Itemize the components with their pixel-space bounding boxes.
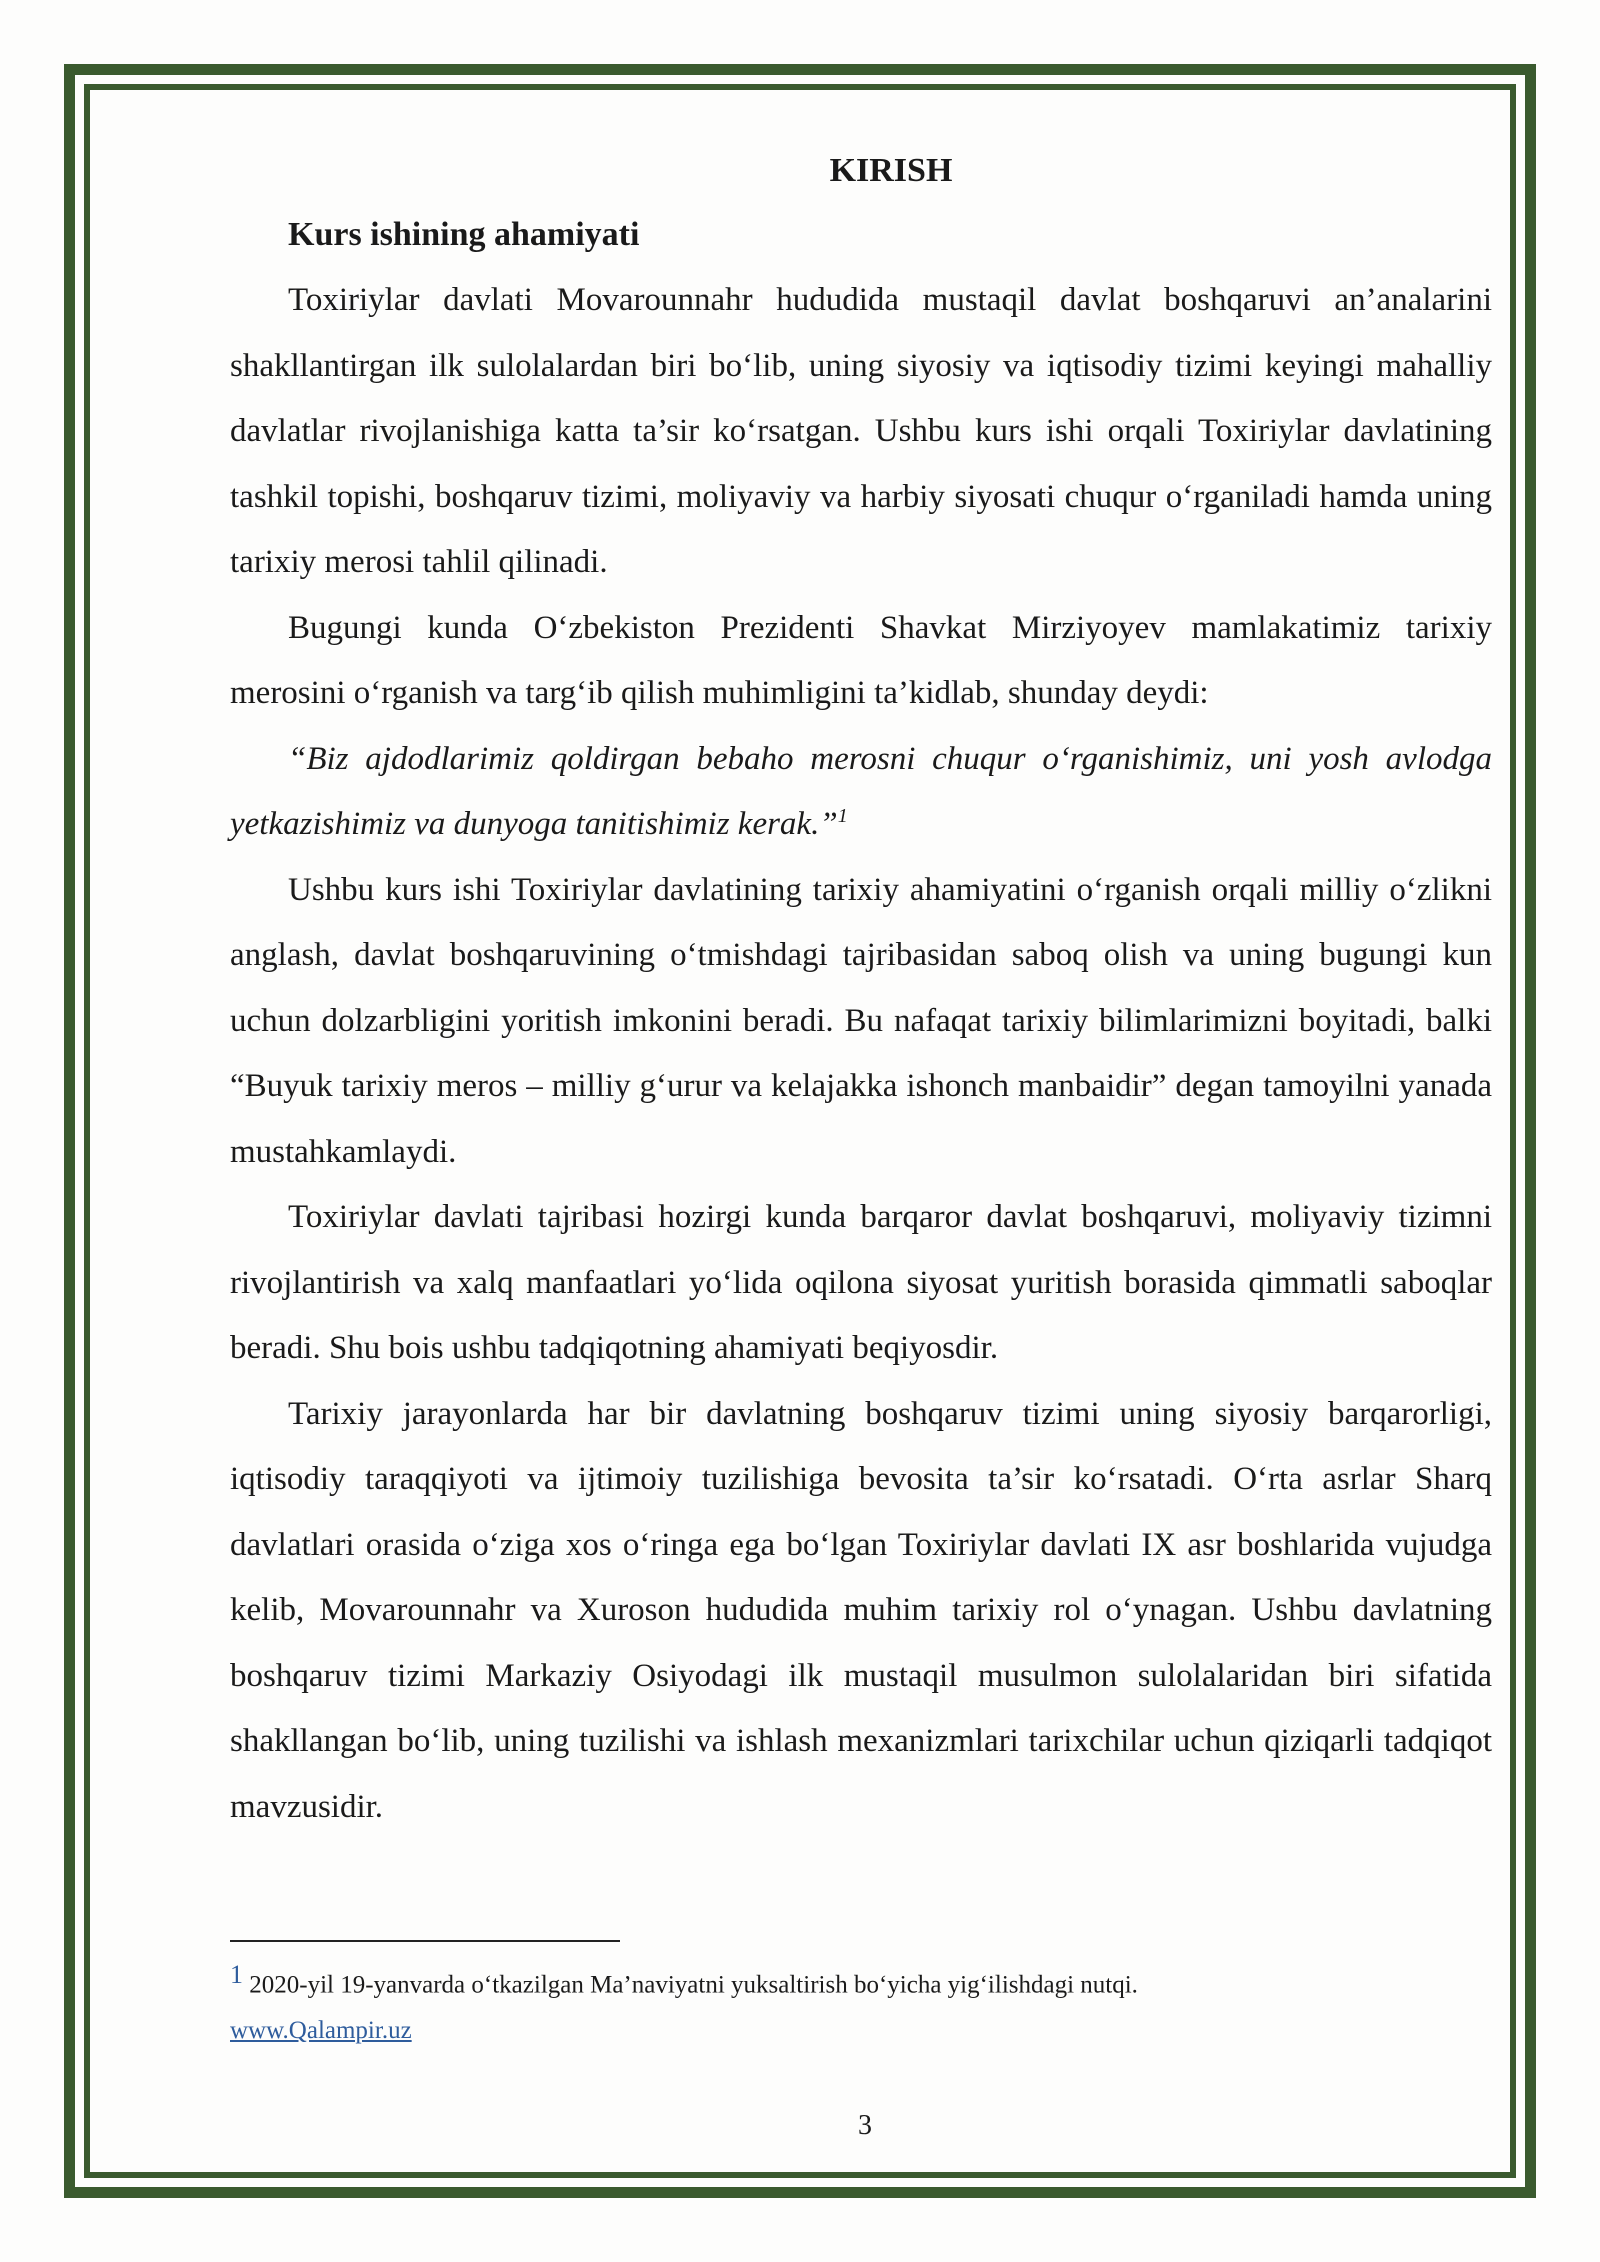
page-number: 3 <box>858 2110 872 2141</box>
paragraph: Toxiriylar davlati Movarounnahr hududida mustaqil davlat boshqaruvi an’analarini shakllantirgan ilk sulolalardan biri bo‘lib, uning siyosiy va iqtisodiy tizimi keyingi mahalliy davlatlar rivojlanishiga katta ta’sir ko‘rsatgan. Ushbu kurs ishi orqali Toxiriylar davlatining tashkil topishi, boshqaruv tizimi, moliyaviy va harbiy siyosati chuqur o‘rganiladi hamda uning tarixiy merosi tahlil qilinadi. <box>230 282 1492 580</box>
footnote-number: 1 <box>230 1960 243 1989</box>
footnote <box>230 1952 1492 2054</box>
quote-text: “Biz ajdodlarimiz qoldirgan bebaho merosni chuqur o‘rganishimiz, uni yosh avlodga yetkazishimiz va dunyoga tanitishimiz kerak.” <box>230 740 1492 842</box>
section-subheading: Kurs ishining ahamiyati <box>288 216 640 253</box>
page-content <box>230 140 1492 1840</box>
footnote-reference[interactable]: 1 <box>837 805 848 827</box>
paragraph: Tarixiy jarayonlarda har bir davlatning boshqaruv tizimi uning siyosiy barqarorligi, iqtisodiy taraqqiyoti va ijtimoiy tuzilishiga bevosita ta’sir ko‘rsatadi. O‘rta asrlar Sharq davlatlari orasida o‘ziga xos o‘ringa ega bo‘lgan Toxiriylar davlati IX asr boshlarida vujudga kelib, Movarounnahr va Xuroson hududida muhim tarixiy rol o‘ynagan. Ushbu davlatning boshqaruv tizimi Markaziy Osiyodagi ilk mustaqil musulmon sulolalaridan biri sifatida shakllangan bo‘lib, uning tuzilishi va ishlash mexanizmlari tarixchilar uchun qiziqarli tadqiqot mavzusidir. <box>230 1395 1492 1825</box>
paragraph: Toxiriylar davlati tajribasi hozirgi kunda barqaror davlat boshqaruvi, moliyaviy tizimni rivojlantirish va xalq manfaatlari yo‘lida oqilona siyosat yuritish borasida qimmatli saboqlar beradi. Shu bois ushbu tadqiqotning ahamiyati beqiyosdir. <box>230 1199 1492 1366</box>
footnote-text: 2020-yil 19-yanvarda o‘tkazilgan Ma’naviyatni yuksaltirish bo‘yicha yig‘ilishdagi nutqi. <box>249 1971 1138 1999</box>
page-heading: KIRISH <box>829 152 953 189</box>
paragraph: Ushbu kurs ishi Toxiriylar davlatining tarixiy ahamiyatini o‘rganish orqali milliy o‘zlikni anglash, davlat boshqaruvining o‘tmishdagi tajribasidan saboq olish va uning bugungi kun uchun dolzarbligini yoritish imkonini beradi. Bu nafaqat tarixiy bilimlarimizni boyitadi, balki “Buyuk tarixiy meros – milliy g‘urur va kelajakka ishonch manbaidir” degan tamoyilni yanada mustahkamlaydi. <box>230 871 1492 1170</box>
quote-paragraph <box>230 727 1492 858</box>
paragraph: Bugungi kunda O‘zbekiston Prezidenti Shavkat Mirziyoyev mamlakatimiz tarixiy merosini o‘rganish va targ‘ib qilish muhimligini ta’kidlab, shunday deydi: <box>230 609 1492 711</box>
footnote-separator <box>230 1940 620 1942</box>
footnote-link[interactable]: www.Qalampir.uz <box>230 2017 412 2045</box>
